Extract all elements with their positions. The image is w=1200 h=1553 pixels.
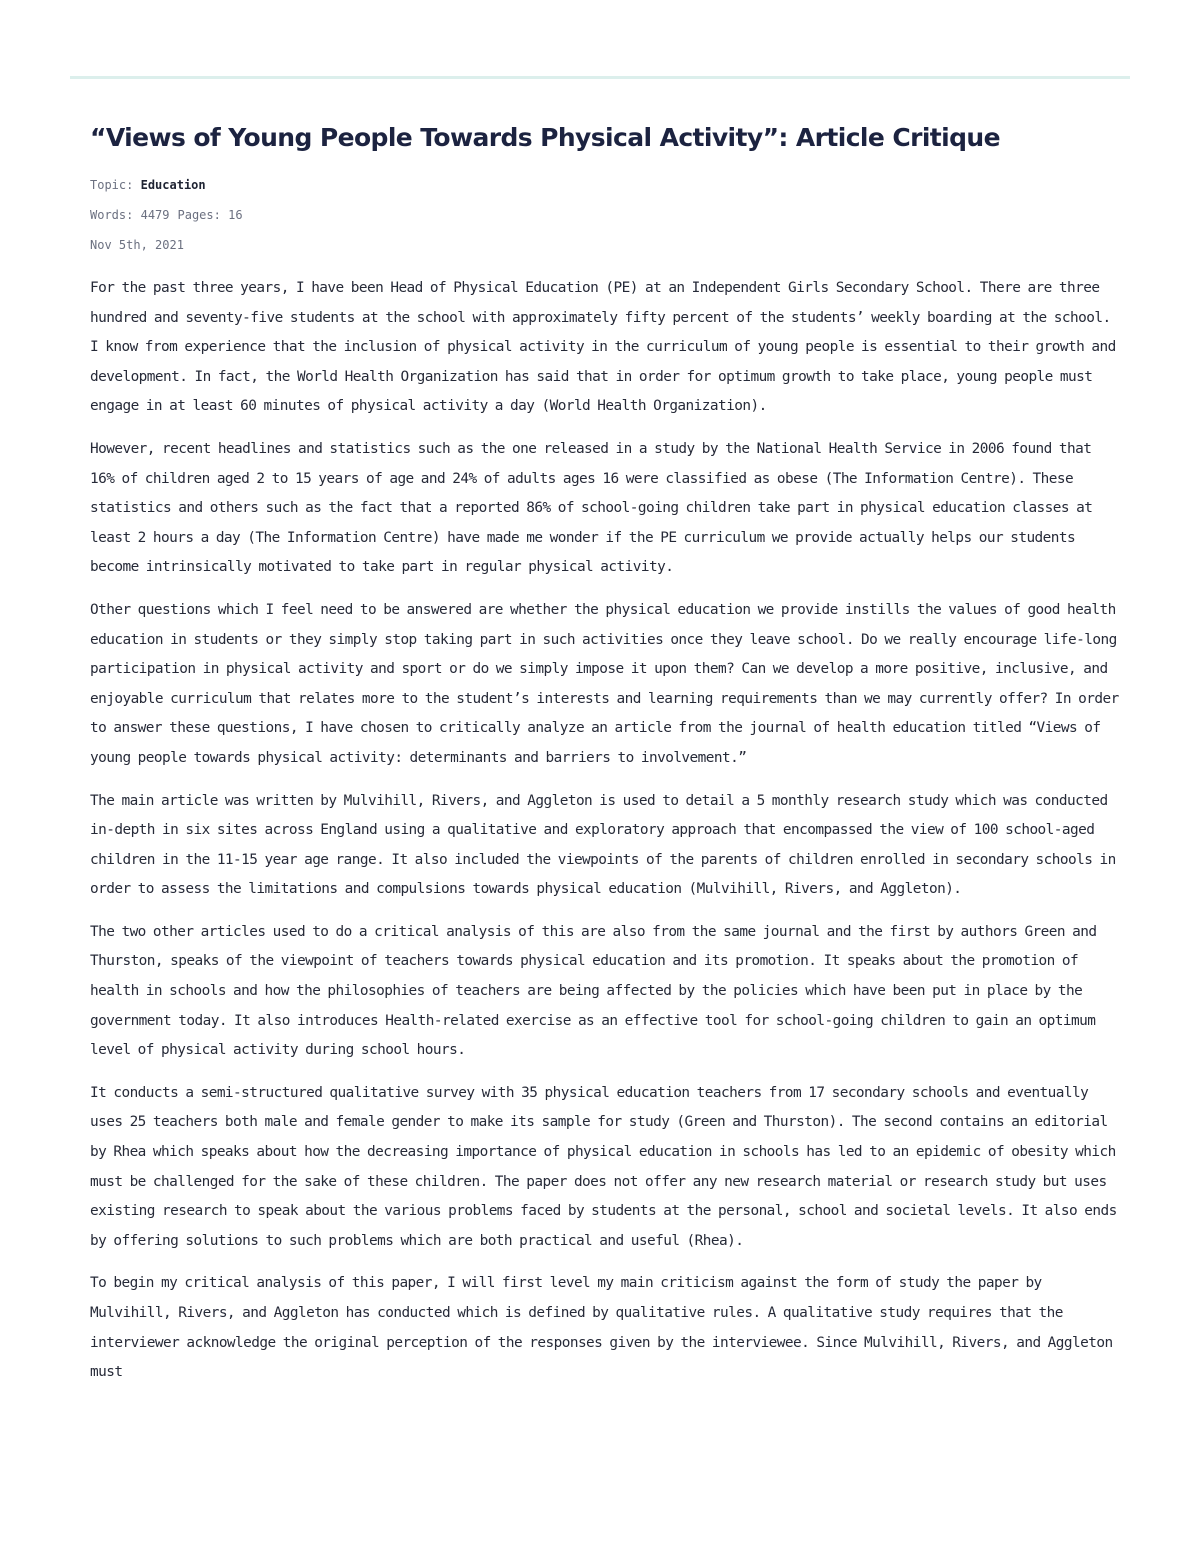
pages-value: 16 — [228, 208, 243, 222]
paragraph-4: The main article was written by Mulvihill, Rivers, and Aggleton is used to detail a 5 monthly research study which was conducted in-depth in six sites across England using a qualitative and exploratory approach that encompassed the view of 100 school-aged children in the 11-15 year age range. It also included the viewpoints of the parents of children enrolled in secondary schools in order to assess the limitations and compulsions towards physical education (Mulvihill, Rivers, and Aggleton). — [90, 792, 1116, 898]
paragraph-6: It conducts a semi-structured qualitative survey with 35 physical education teachers from 17 secondary schools and eventually uses 25 teachers both male and female gender to make its sample for study (Green and Thurston). The second contains an editorial by Rhea which speaks about how the decreasing importance of physical education in schools has led to an epidemic of obesity which must be challenged for the sake of these children. The paper does not offer any new research material or research study but uses existing research to speak about the various problems faced by students at the personal, school and societal levels. It also ends by offering solutions to such problems which are both practical and useful (Rhea). — [90, 1084, 1117, 1249]
pages-label: Pages: — [177, 208, 221, 222]
page-title: “Views of Young People Towards Physical Activity”: Article Critique — [90, 123, 1000, 152]
topic-label: Topic: — [90, 178, 134, 192]
words-label: Words: — [90, 208, 134, 222]
top-divider — [70, 76, 1130, 79]
topic-value[interactable]: Education — [140, 178, 206, 192]
date-line — [90, 237, 1120, 253]
paragraph-5: The two other articles used to do a critical analysis of this are also from the same journal and the first by authors Green and Thurston, speaks of the viewpoint of teachers towards physical education and its promotion. It speaks about the promotion of health in schools and how the philosophies of teachers are being affected by the policies which have been put in place by the government today. It also introduces Health-related exercise as an effective tool for school-going children to gain an optimum level of physical activity during school hours. — [90, 923, 1097, 1059]
paragraph-7: To begin my critical analysis of this paper, I will first level my main criticism against the form of study the paper by Mulvihill, Rivers, and Aggleton has conducted which is defined by qualitative rules. A qualitative study requires that the interviewer acknowledge the original perception of the responses given by the interviewee. Since Mulvihill, Rivers, and Aggleton must — [90, 1275, 1113, 1381]
stats-line — [90, 207, 1120, 223]
paragraph-3: Other questions which I feel need to be answered are whether the physical education we provide instills the values of good health education in students or they simply stop taking part in such activities once they leave school. Do we really encourage life-long participation in physical activity and sport or do we simply impose it upon them? Can we develop a more positive, inclusive, and enjoyable curriculum that relates more to the student’s interests and learning requirements than we may currently offer? In order to answer these questions, I have chosen to critically analyze an article from the journal of health education titled “Views of young people towards physical activity: determinants and barriers to involvement.” — [90, 601, 1119, 766]
article — [90, 118, 1120, 1401]
topic-line — [90, 177, 1120, 193]
article-body — [90, 274, 1120, 1388]
paragraph-1: For the past three years, I have been Head of Physical Education (PE) at an Independent Girls Secondary School. There are three hundred and seventy-five students at the school with approximately fifty percent of the students’ weekly boarding at the school. I know from experience that the inclusion of physical activity in the curriculum of young people is essential to their growth and development. In fact, the World Health Organization has said that in order for optimum growth to take place, young people must engage in at least 60 minutes of physical activity a day (World Health Organization). — [90, 280, 1116, 415]
publish-date: Nov 5th, 2021 — [90, 238, 184, 252]
paragraph-2: However, recent headlines and statistics such as the one released in a study by the National Health Service in 2006 found that 16% of children aged 2 to 15 years of age and 24% of adults ages 16 were classified as obese (The Information Centre). These statistics and others such as the fact that a reported 86% of school-going children take part in physical education classes at least 2 hours a day (The Information Centre) have made me wonder if the PE curriculum we provide actually helps our students become intrinsically motivated to take part in regular physical activity. — [90, 440, 1093, 576]
words-value: 4479 — [140, 208, 170, 222]
